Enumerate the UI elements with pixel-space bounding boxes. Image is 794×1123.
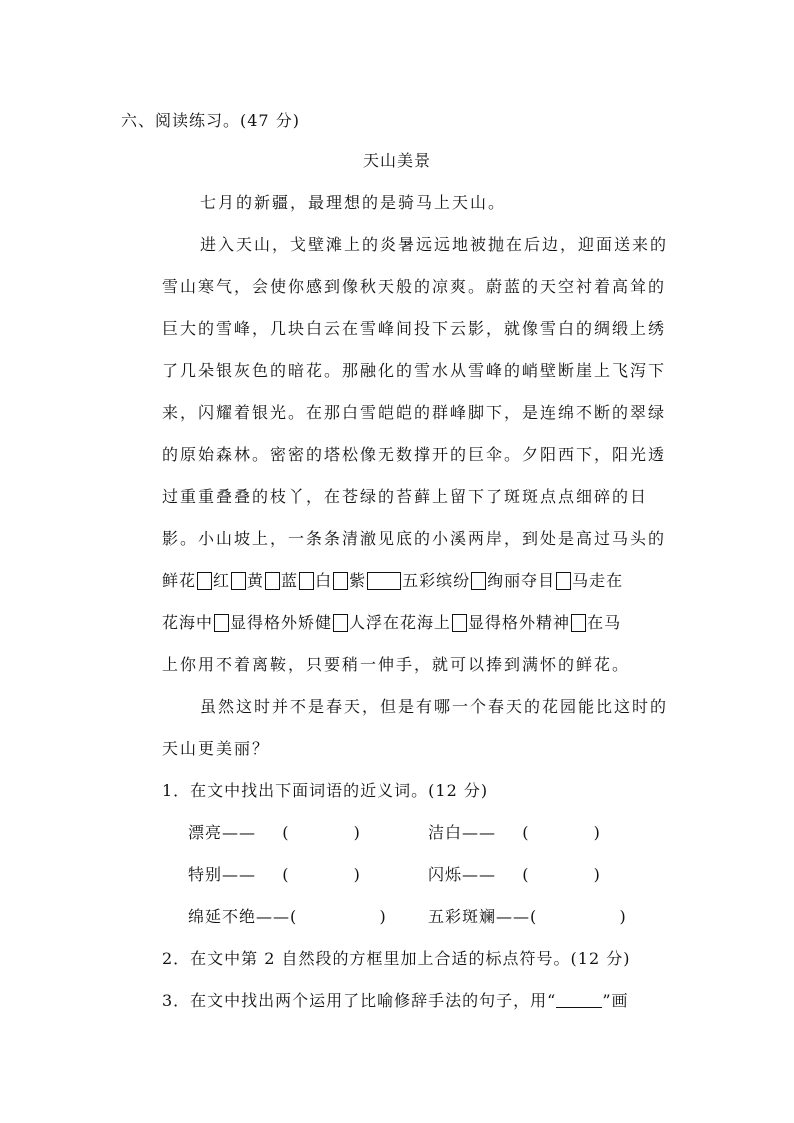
answer-blank-close: ) [379,907,387,926]
text-segment: 马走在 [572,571,624,590]
text-segment: 五彩缤纷 [402,571,471,590]
question-1: 1．在文中找出下面词语的近义词。(12 分) [162,781,489,800]
text-segment: 在马 [587,613,622,632]
paragraph-2-line: 了几朵银灰色的暗花。那融化的雪水从雪峰的峭壁断崖上飞泻下 [162,361,667,380]
answer-blank-open: ( [522,823,530,842]
punctuation-box[interactable] [556,572,571,590]
answer-blank-close: ) [593,865,601,884]
answer-blank-open: ( [282,865,290,884]
paragraph-2-line: 巨大的雪峰，几块白云在雪峰间投下云影，就像雪白的绸缎上绣 [162,319,667,338]
text-segment: 花海中 [162,613,214,632]
punctuation-box[interactable] [471,572,486,590]
synonym-item [428,904,627,927]
synonym-word: 特别—— [188,865,257,884]
punctuation-box[interactable] [231,572,246,590]
text-segment: 紫 [349,571,367,590]
paragraph-3-line: 虽然这时并不是春天，但是有哪一个春天的花园能比这时的 [200,697,669,716]
punctuation-box[interactable] [333,614,348,632]
section-heading: 六、阅读练习。(47 分) [121,111,300,130]
paragraph-2-line: 影。小山坡上，一条条清澈见底的小溪两岸，到处是高过马头的 [162,529,667,548]
text-segment: 鲜花 [162,571,197,590]
paragraph-2-line: 进入天山，戈壁滩上的炎暑远远地被抛在后边，迎面送来的 [200,235,669,254]
answer-blank-close: ) [353,865,361,884]
answer-blank-close: ) [619,907,627,926]
answer-blank-open: ( [522,865,530,884]
paragraph-2-line: 的原始森林。密密的塔松像无数撑开的巨伞。夕阳西下，阳光透 [162,445,667,464]
punctuation-box[interactable] [214,614,229,632]
punctuation-box[interactable] [333,572,348,590]
question-3-text-end: ”画 [602,991,629,1010]
text-segment: 蓝 [281,571,299,590]
text-segment: 黄 [247,571,265,590]
synonym-word: 漂亮—— [188,823,257,842]
paragraph-2-line: 上你用不着离鞍，只要稍一伸手，就可以捧到满怀的鲜花。 [162,655,631,674]
question-3 [162,988,629,1011]
synonym-item [428,862,601,885]
synonym-item [188,862,361,885]
synonym-item [188,820,361,843]
paragraph-2-line: 雪山寒气，会使你感到像秋天般的凉爽。蔚蓝的天空衬着高耸的 [162,277,667,296]
answer-blank-close: ) [593,823,601,842]
paragraph-1: 七月的新疆，最理想的是骑马上天山。 [200,193,507,212]
synonym-word: 五彩斑斓——( [428,907,538,926]
passage-title: 天山美景 [362,151,431,170]
synonym-word: 闪烁—— [428,865,497,884]
synonym-item [428,820,601,843]
underline-mark [556,993,602,1008]
punctuation-box[interactable] [367,572,401,590]
punctuation-box[interactable] [197,572,212,590]
paragraph-3-line: 天山更美丽？ [162,739,271,758]
paragraph-2-line: 来，闪耀着银光。在那白雪皑皑的群峰脚下，是连绵不断的翠绿 [162,403,667,422]
question-2: 2．在文中第 2 自然段的方框里加上合适的标点符号。(12 分) [162,949,631,968]
text-segment: 绚丽夺目 [487,571,556,590]
answer-blank-open: ( [282,823,290,842]
punctuation-box[interactable] [571,614,586,632]
synonym-word: 绵延不绝——( [188,907,298,926]
paragraph-2-line: 过重重叠叠的枝丫，在苍绿的苔藓上留下了斑斑点点细碎的日 [162,487,649,506]
punctuation-box[interactable] [299,572,314,590]
synonym-word: 洁白—— [428,823,497,842]
synonym-item [188,904,387,927]
answer-blank-close: ) [353,823,361,842]
text-segment: 显得格外矫健 [230,613,333,632]
paragraph-2-box-line [162,568,674,591]
text-segment: 红 [213,571,231,590]
text-segment: 显得格外精神 [468,613,571,632]
text-segment: 白 [315,571,333,590]
text-segment: 人浮在花海上 [349,613,452,632]
punctuation-box[interactable] [265,572,280,590]
question-3-text: 3．在文中找出两个运用了比喻修辞手法的句子，用“ [162,991,557,1010]
paragraph-2-box-line [162,610,674,633]
punctuation-box[interactable] [452,614,467,632]
